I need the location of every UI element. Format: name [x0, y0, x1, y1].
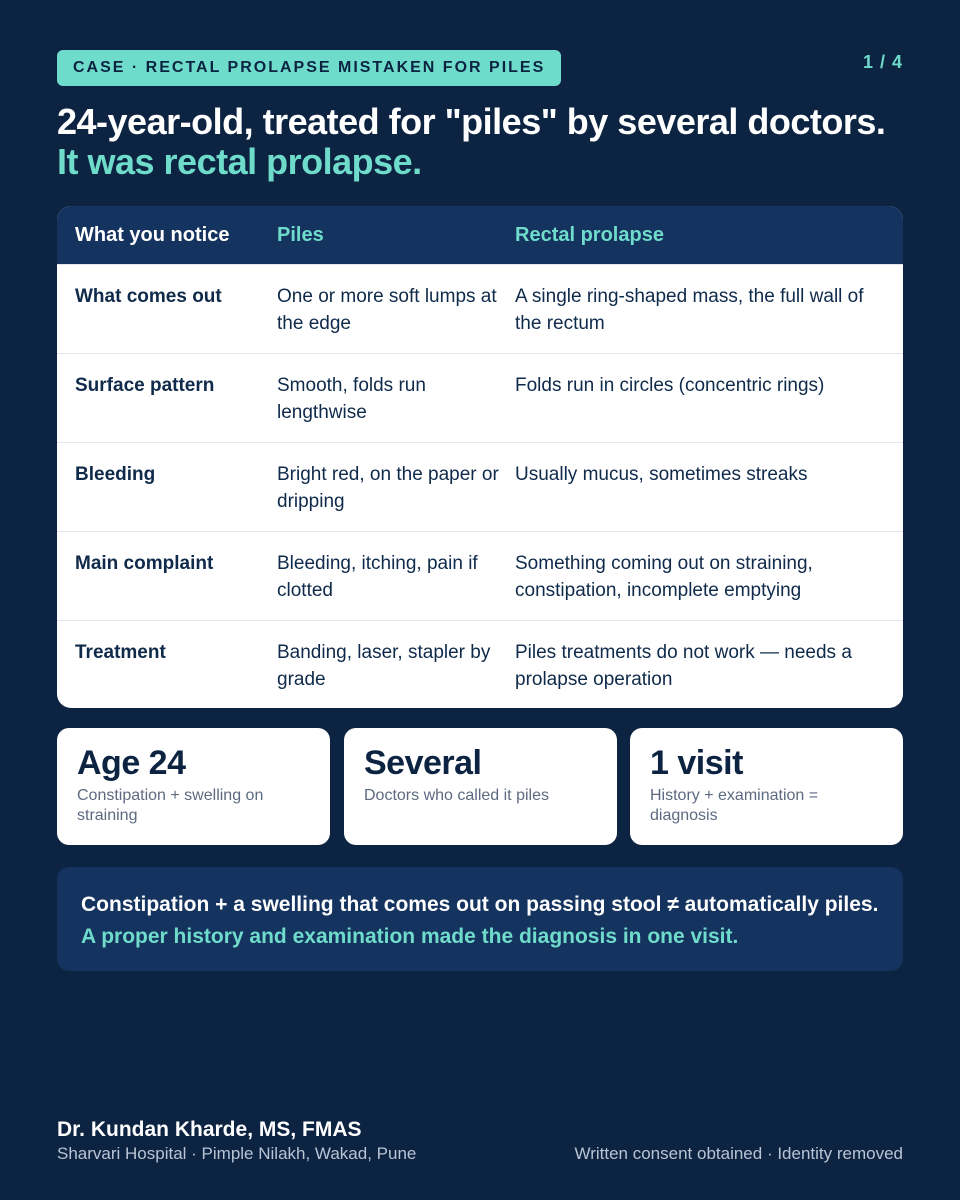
case-tag: CASE · RECTAL PROLAPSE MISTAKEN FOR PILES — [57, 50, 561, 86]
table-row — [57, 442, 903, 531]
row-label: Surface pattern — [75, 375, 215, 396]
row-label: Main complaint — [75, 553, 214, 574]
stat-caption: Constipation + swelling on straining — [77, 787, 264, 824]
table-header — [57, 206, 903, 264]
table-row — [57, 353, 903, 442]
prolapse-cell: Usually mucus, sometimes streaks — [515, 464, 808, 485]
piles-cell: Bright red, on the paper or dripping — [277, 464, 499, 512]
author-name: Dr. Kundan Kharde, MS, FMAS — [57, 1118, 362, 1141]
header-rectal-prolapse: Rectal prolapse — [515, 223, 664, 246]
header-piles: Piles — [277, 223, 324, 246]
headline — [57, 102, 903, 182]
table-row — [57, 531, 903, 620]
stat-card-doctors — [344, 728, 617, 845]
headline-main: 24-year-old, treated for "piles" by several doctors. — [57, 101, 886, 142]
prolapse-cell: Something coming out on straining, constipation, incomplete emptying — [515, 553, 813, 601]
key-message-main: Constipation + a swelling that comes out on passing stool ≠ automatically piles. — [81, 893, 879, 916]
piles-cell: Bleeding, itching, pain if clotted — [277, 553, 478, 601]
piles-cell: Banding, laser, stapler by grade — [277, 642, 491, 690]
stat-card-age — [57, 728, 330, 845]
stat-caption: Doctors who called it piles — [364, 787, 549, 804]
table-row — [57, 620, 903, 708]
header-what-you-notice: What you notice — [75, 223, 230, 246]
row-label: What comes out — [75, 286, 222, 307]
prolapse-cell: Folds run in circles (concentric rings) — [515, 375, 825, 396]
prolapse-cell: Piles treatments do not work — needs a prolapse operation — [515, 642, 852, 690]
stat-value: Age 24 — [77, 744, 186, 782]
hospital-location: Sharvari Hospital · Pimple Nilakh, Wakad, Pune — [57, 1144, 417, 1163]
headline-accent: It was rectal prolapse. — [57, 141, 422, 182]
page-indicator: 1 / 4 — [862, 52, 903, 72]
table-row — [57, 264, 903, 353]
comparison-table — [57, 206, 903, 708]
stat-value: Several — [364, 744, 482, 782]
stat-caption: History + examination = diagnosis — [650, 787, 819, 824]
row-label: Bleeding — [75, 464, 156, 485]
stat-card-visit — [630, 728, 903, 845]
row-label: Treatment — [75, 642, 166, 663]
piles-cell: One or more soft lumps at the edge — [277, 286, 497, 334]
consent-note: Written consent obtained · Identity removed — [574, 1144, 903, 1163]
stat-value: 1 visit — [650, 744, 743, 782]
key-message — [57, 867, 903, 971]
key-message-accent: A proper history and examination made the diagnosis in one visit. — [81, 925, 739, 948]
piles-cell: Smooth, folds run lengthwise — [277, 375, 426, 423]
prolapse-cell: A single ring-shaped mass, the full wall of the rectum — [515, 286, 864, 334]
